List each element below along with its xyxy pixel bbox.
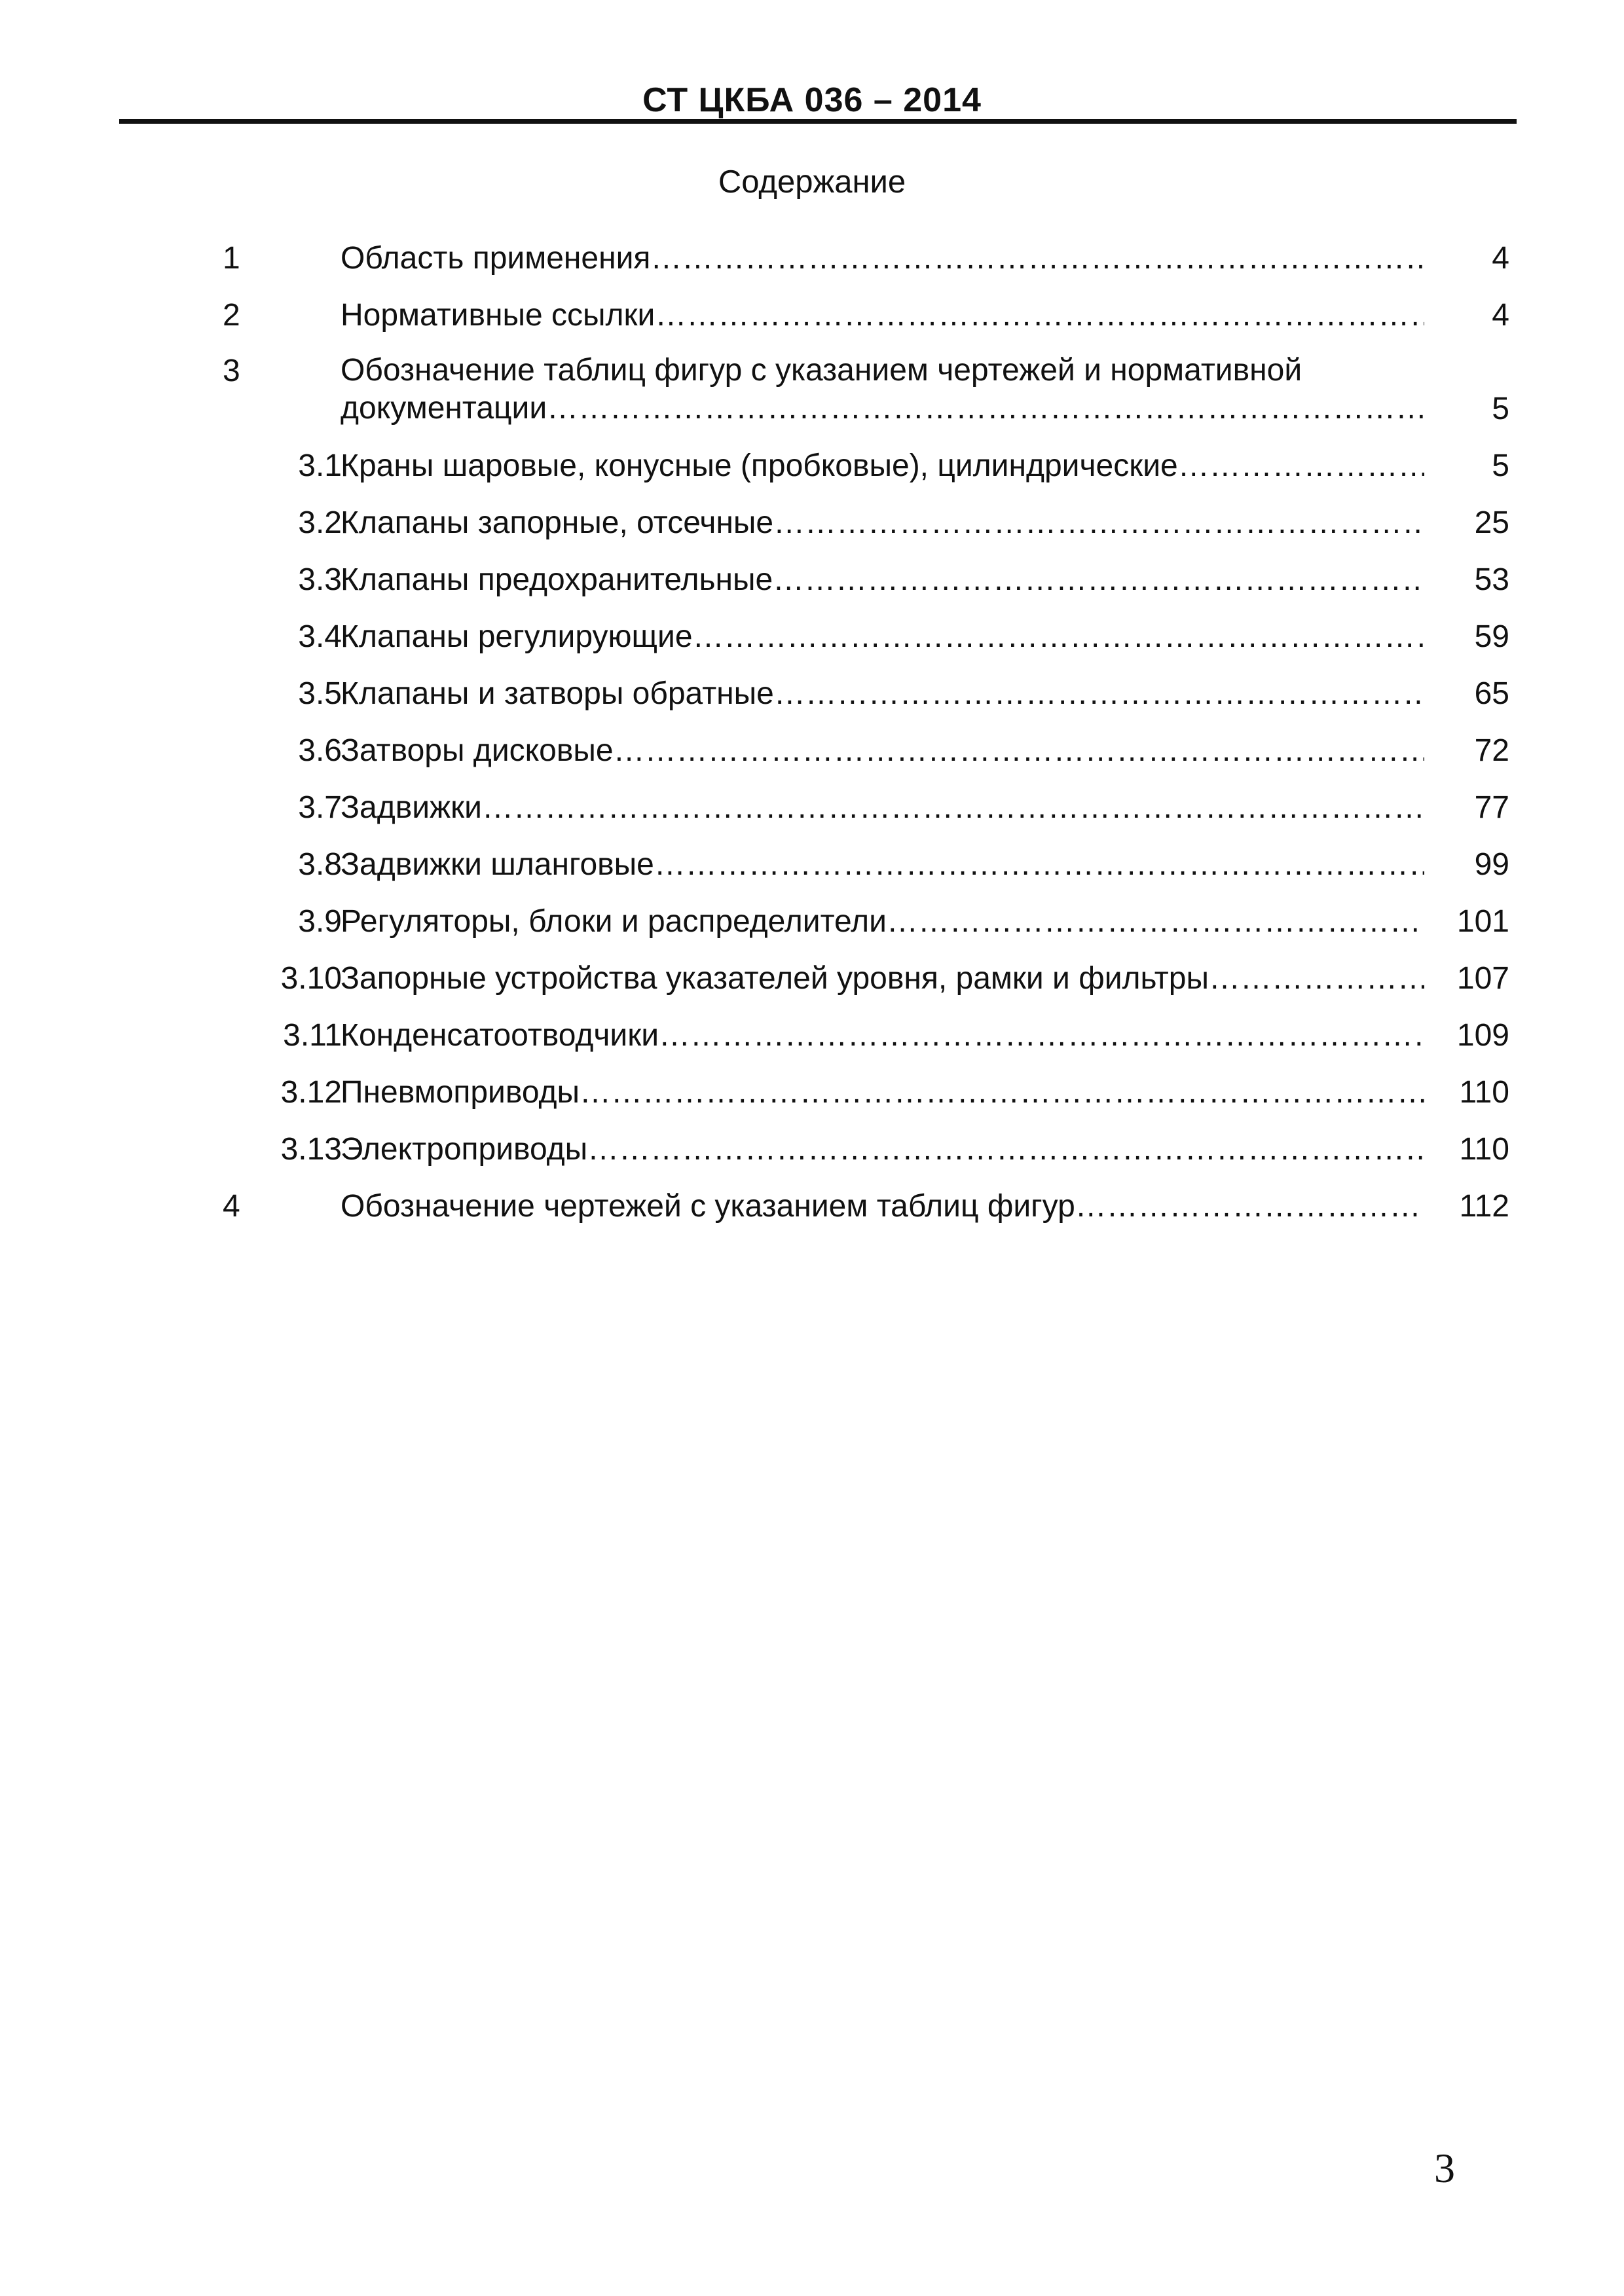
dot-leader <box>1075 1189 1424 1224</box>
toc-entry-title: Клапаны предохранительные ……………………………………………………………………………………………………………………………………………………………………………………………………………… <box>341 560 1424 600</box>
toc-entry-title: Конденсатоотводчики ……………………………………………………………………………………………………………………………………………………………………………………………………………… <box>341 1016 1424 1055</box>
dot-leader <box>650 241 1424 276</box>
toc-entry-number: 1 <box>223 241 240 276</box>
toc-entry-page: 4 <box>1492 298 1509 333</box>
toc-entry-title: Затворы дисковые ……………………………………………………………………………………………………………………………………………………………………………………………………………… <box>341 731 1424 771</box>
toc-entry-page: 72 <box>1474 733 1509 768</box>
toc-entry-number: 3.8 <box>298 847 342 882</box>
toc-entry-title: Нормативные ссылки ……………………………………………………………………………………………………………………………………………………………………………………………………………… <box>341 296 1424 335</box>
toc-entry-number: 3.1 <box>298 448 342 483</box>
toc-entry-title: Клапаны запорные, отсечные ……………………………………………………………………………………………………………………………………………………………………………………………………………… <box>341 503 1424 543</box>
document-header-title: СТ ЦКБА 036 – 2014 <box>642 81 982 119</box>
toc-entry-title: Пневмоприводы ……………………………………………………………………………………………………………………………………………………………………………………………………………… <box>341 1073 1424 1112</box>
toc-entry-page: 77 <box>1474 790 1509 825</box>
toc-entry-title: Задвижки шланговые ……………………………………………………………………………………………………………………………………………………………………………………………………………… <box>341 845 1424 884</box>
toc-entry-number: 4 <box>223 1189 240 1224</box>
toc-entry-title: Область применения ……………………………………………………………………………………………………………………………………………………………………………………………………………… <box>341 239 1424 278</box>
toc-entry-page: 4 <box>1492 241 1509 276</box>
toc-entry-number: 3.6 <box>298 733 342 768</box>
toc-entry-page: 107 <box>1456 961 1509 996</box>
toc-entry-title: Краны шаровые, конусные (пробковые), цилиндрические ……………………………………………………………………………………………………………………………………………………………………………………………………………… <box>341 446 1424 486</box>
toc-entry-title: Запорные устройства указателей уровня, рамки и фильтры ……………………………………………………………………………………………………………………………………………………………………………………………………………… <box>341 959 1424 998</box>
toc-entry-number: 2 <box>223 298 240 333</box>
toc-entry-title: Регуляторы, блоки и распределители ……………………………………………………………………………………………………………………………………………………………………………………………………………… <box>341 902 1424 941</box>
toc-entry-number: 3.9 <box>298 904 342 939</box>
toc-entry-title: Задвижки ……………………………………………………………………………………………………………………………………………………………………………………………………………… <box>341 788 1424 828</box>
toc-entry-page: 110 <box>1459 1132 1509 1167</box>
toc-entry-number: 3.5 <box>298 676 342 711</box>
dot-leader <box>773 562 1424 597</box>
toc-entry-page: 65 <box>1474 676 1509 711</box>
toc-entry-number: 3.7 <box>298 790 342 825</box>
dot-leader <box>547 391 1424 426</box>
dot-leader <box>614 733 1424 768</box>
toc-entry-number: 3.2 <box>298 505 342 540</box>
dot-leader <box>887 904 1424 939</box>
toc-entry-title: Обозначение таблиц фигур с указанием чертежей и нормативной документации ……………………………………………………………………………………………………………………………………………………………………………………………………………… <box>341 352 1424 428</box>
page-number: 3 <box>1434 2145 1455 2191</box>
dot-leader <box>1209 961 1424 996</box>
dot-leader <box>654 847 1424 882</box>
dot-leader <box>659 1018 1424 1053</box>
toc-entry-title: Электроприводы ……………………………………………………………………………………………………………………………………………………………………………………………………………… <box>341 1130 1424 1169</box>
toc-heading: Содержание <box>718 164 906 200</box>
dot-leader <box>773 505 1424 540</box>
toc-entry-page: 99 <box>1474 847 1509 882</box>
toc-entry-number: 3 <box>223 354 240 388</box>
toc-entry-page: 59 <box>1474 619 1509 654</box>
toc-entry-number: 3.13 <box>280 1132 342 1167</box>
toc-entry-number: 3.12 <box>280 1075 342 1110</box>
dot-leader <box>655 298 1424 333</box>
toc-entry-page: 109 <box>1456 1018 1509 1053</box>
toc-entry-title: Клапаны и затворы обратные ……………………………………………………………………………………………………………………………………………………………………………………………………………… <box>341 674 1424 714</box>
toc-entry-page: 110 <box>1459 1075 1509 1110</box>
dot-leader <box>482 790 1424 825</box>
toc-entry-page: 5 <box>1492 448 1509 483</box>
toc-entry-title: Обозначение чертежей с указанием таблиц фигур ……………………………………………………………………………………………………………………………………………………………………………………………………………… <box>341 1187 1424 1226</box>
toc-entry-number: 3.11 <box>283 1018 342 1053</box>
toc-entry-number: 3.10 <box>280 961 342 996</box>
toc-entry-page: 101 <box>1456 904 1509 939</box>
toc-entry-number: 3.3 <box>298 562 342 597</box>
toc-entry-title: Клапаны регулирующие ……………………………………………………………………………………………………………………………………………………………………………………………………………… <box>341 617 1424 657</box>
toc-entry-page: 5 <box>1492 392 1509 426</box>
toc-entry-page: 112 <box>1459 1189 1509 1224</box>
dot-leader <box>693 619 1424 654</box>
toc-entry-number: 3.4 <box>298 619 342 654</box>
dot-leader <box>774 676 1424 711</box>
toc-entry-page: 53 <box>1474 562 1509 597</box>
dot-leader <box>580 1075 1424 1110</box>
dot-leader <box>1178 448 1424 483</box>
toc-entry-page: 25 <box>1474 505 1509 540</box>
dot-leader <box>587 1132 1424 1167</box>
